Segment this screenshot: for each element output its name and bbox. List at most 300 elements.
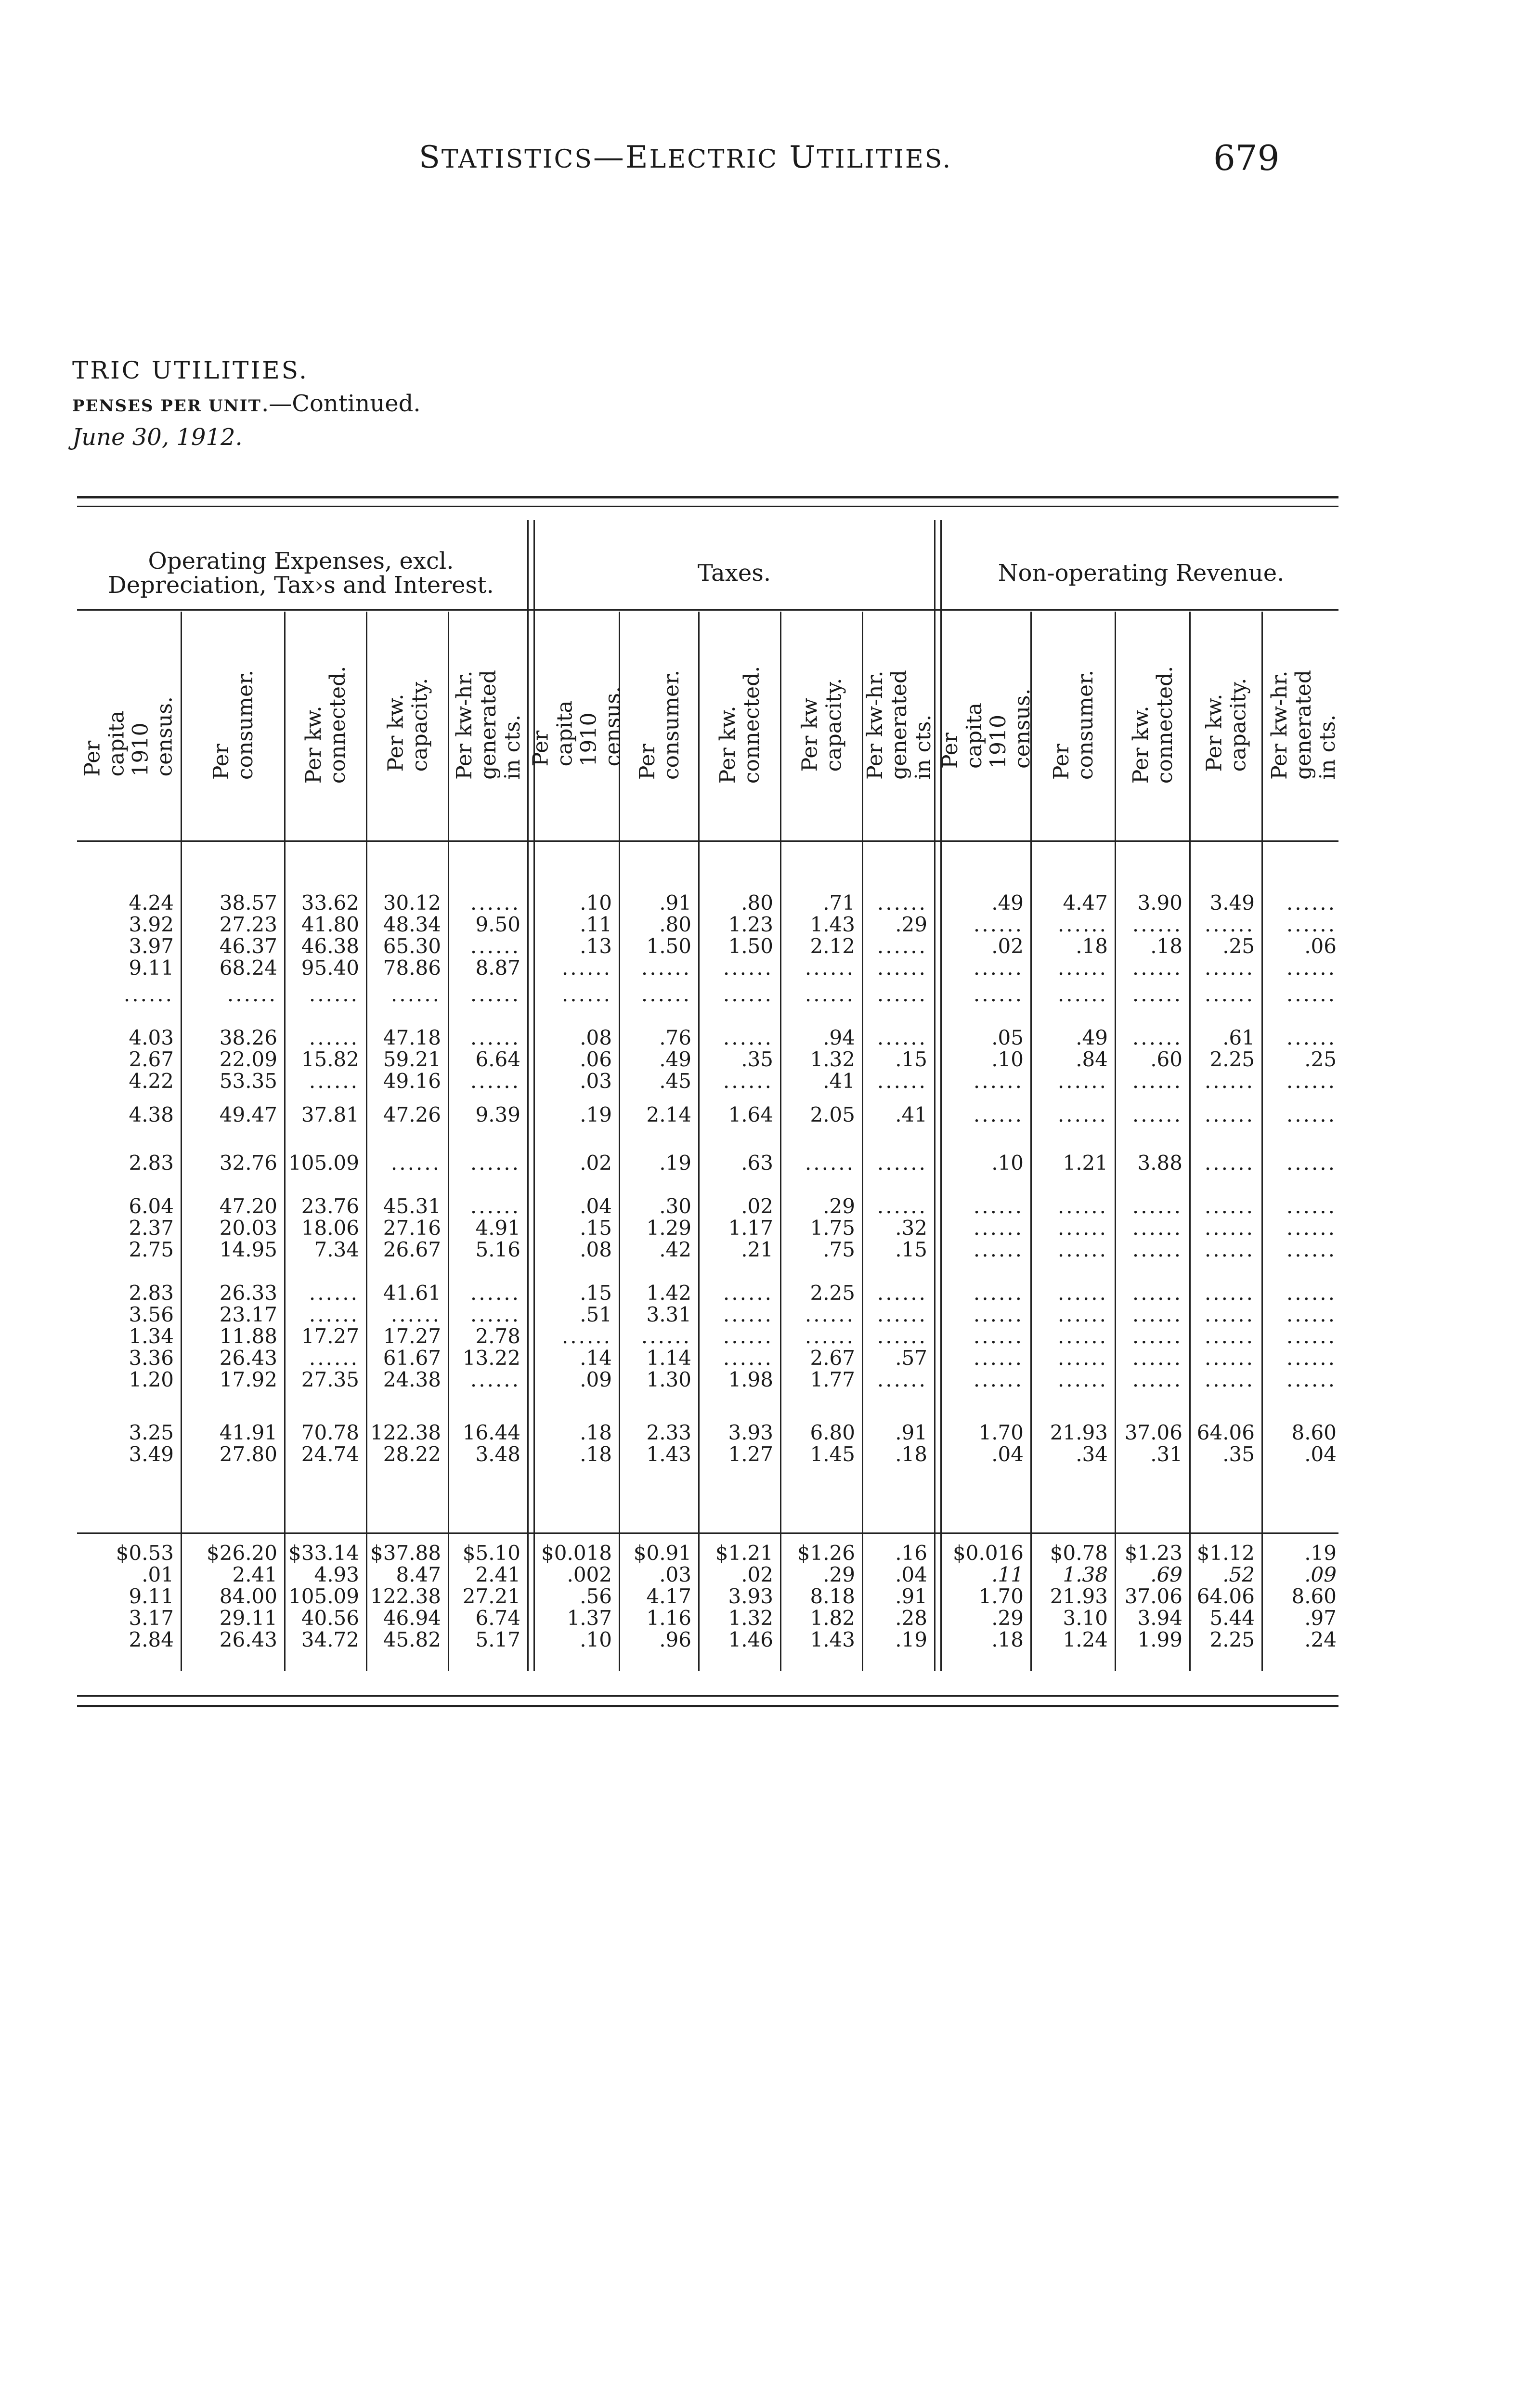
table-cell: ...... xyxy=(1204,1324,1255,1348)
table-cell: 3.93 xyxy=(728,1584,773,1608)
vline-3 xyxy=(366,612,367,1671)
table-cell: .02 xyxy=(580,1151,612,1175)
table-cell: $1.21 xyxy=(715,1541,773,1565)
table-cell: 47.18 xyxy=(383,1026,441,1049)
table-cell: .15 xyxy=(580,1281,612,1305)
table-cell: ...... xyxy=(1286,1324,1337,1348)
table-cell: ...... xyxy=(1057,1368,1108,1391)
table-cell: ...... xyxy=(1132,956,1182,980)
table-cell: .69 xyxy=(1150,1563,1182,1586)
table-cell: 2.25 xyxy=(1209,1628,1255,1651)
table-cell: ...... xyxy=(723,1324,773,1348)
table-cell: 45.82 xyxy=(383,1628,441,1651)
table-cell: 8.87 xyxy=(475,956,520,980)
header-bottom-rule xyxy=(77,840,1338,842)
table-cell: ...... xyxy=(877,1151,927,1175)
table-cell: ...... xyxy=(1132,1346,1182,1370)
table-cell: 40.56 xyxy=(301,1606,359,1630)
table-cell: ...... xyxy=(1132,1103,1182,1126)
table-cell: 105.09 xyxy=(288,1584,359,1608)
table-cell: 3.36 xyxy=(129,1346,174,1370)
page-number: 679 xyxy=(1213,138,1280,178)
table-cell: 6.80 xyxy=(810,1421,855,1444)
table-cell: 1.16 xyxy=(646,1606,691,1630)
caption-part: PENSES PER U xyxy=(72,396,224,416)
table-cell: ...... xyxy=(470,1281,520,1305)
table-cell: 9.39 xyxy=(475,1103,520,1126)
table-cell: .09 xyxy=(580,1368,612,1391)
table-cell: 22.09 xyxy=(219,1047,277,1071)
table-cell: 4.93 xyxy=(314,1563,359,1586)
caption-part: .—Continued. xyxy=(261,390,421,417)
table-cell: ...... xyxy=(1286,956,1337,980)
table-cell: .18 xyxy=(580,1442,612,1466)
column-header xyxy=(938,612,1035,838)
table-cell: .18 xyxy=(1076,934,1108,958)
table-cell: 37.81 xyxy=(301,1103,359,1126)
table-cell: ...... xyxy=(390,1303,441,1326)
table-cell: ...... xyxy=(723,1346,773,1370)
table-cell: ...... xyxy=(973,1368,1024,1391)
table-cell: 78.86 xyxy=(383,956,441,980)
title-part: LECTRIC xyxy=(649,145,779,174)
table-cell: ...... xyxy=(1057,1346,1108,1370)
table-cell: 5.17 xyxy=(475,1628,520,1651)
table-cell: 2.67 xyxy=(129,1047,174,1071)
table-cell: ...... xyxy=(723,982,773,1006)
table-cell: ...... xyxy=(1204,956,1255,980)
bottom-rule-2 xyxy=(77,1705,1338,1707)
table-cell: .91 xyxy=(895,1421,927,1444)
table-cell: ...... xyxy=(805,1324,855,1348)
table-cell: ...... xyxy=(641,956,691,980)
table-cell: 2.75 xyxy=(129,1238,174,1261)
table-cell: 4.38 xyxy=(129,1103,174,1126)
table-cell: 122.38 xyxy=(370,1421,441,1444)
table-cell: 37.06 xyxy=(1124,1584,1182,1608)
vline-8 xyxy=(780,612,781,1671)
table-cell: ...... xyxy=(805,1151,855,1175)
section-nonoperating-revenue: Non-operating Revenue. xyxy=(998,560,1285,587)
table-cell: ...... xyxy=(1132,1194,1182,1218)
table-cell: 3.25 xyxy=(129,1421,174,1444)
table-cell: ...... xyxy=(1286,1238,1337,1261)
table-cell: .63 xyxy=(741,1151,773,1175)
table-cell: 27.16 xyxy=(383,1216,441,1240)
table-cell: ...... xyxy=(1132,1281,1182,1305)
table-cell: ...... xyxy=(1057,1216,1108,1240)
table-caption-date: June 30, 1912. xyxy=(72,424,243,451)
table-cell: 26.43 xyxy=(219,1628,277,1651)
table-cell: ...... xyxy=(1286,1103,1337,1126)
table-cell: .11 xyxy=(991,1563,1024,1586)
column-header xyxy=(1033,612,1115,838)
table-cell: 2.78 xyxy=(475,1324,520,1348)
table-cell: ...... xyxy=(1132,982,1182,1006)
table-cell: .15 xyxy=(895,1047,927,1071)
table-cell: 30.12 xyxy=(383,891,441,915)
table-cell: ...... xyxy=(805,1303,855,1326)
table-cell: .04 xyxy=(1304,1442,1337,1466)
table-cell: 2.25 xyxy=(810,1281,855,1305)
table-cell: 1.43 xyxy=(646,1442,691,1466)
table-cell: 4.03 xyxy=(129,1026,174,1049)
title-part: S xyxy=(419,140,442,175)
table-cell: 4.24 xyxy=(129,891,174,915)
table-cell: 1.43 xyxy=(810,1628,855,1651)
table-cell: 1.77 xyxy=(810,1368,855,1391)
table-cell: 64.06 xyxy=(1196,1584,1255,1608)
table-cell: .16 xyxy=(895,1541,927,1565)
table-cell: ...... xyxy=(1057,1238,1108,1261)
table-cell: 49.47 xyxy=(219,1103,277,1126)
column-header xyxy=(1264,612,1343,838)
table-cell: .03 xyxy=(659,1563,691,1586)
table-cell: 46.94 xyxy=(383,1606,441,1630)
table-cell: ...... xyxy=(561,956,612,980)
table-cell: ...... xyxy=(1057,1103,1108,1126)
table-cell: 9.11 xyxy=(129,956,174,980)
table-cell: 2.12 xyxy=(810,934,855,958)
bottom-rule-1 xyxy=(77,1695,1338,1697)
table-cell: 53.35 xyxy=(219,1069,277,1093)
table-cell: ...... xyxy=(470,1303,520,1326)
table-cell: ...... xyxy=(973,1238,1024,1261)
table-cell: .94 xyxy=(823,1026,855,1049)
table-cell: 13.22 xyxy=(462,1346,520,1370)
table-cell: ...... xyxy=(973,1103,1024,1126)
table-cell: ...... xyxy=(470,1368,520,1391)
table-cell: ...... xyxy=(1204,1103,1255,1126)
column-header xyxy=(864,612,934,838)
table-cell: 26.33 xyxy=(219,1281,277,1305)
table-cell: ...... xyxy=(973,982,1024,1006)
table-cell: 1.17 xyxy=(728,1216,773,1240)
table-cell: ...... xyxy=(1132,1238,1182,1261)
table-cell: .06 xyxy=(1304,934,1337,958)
table-cell: 1.64 xyxy=(728,1103,773,1126)
table-cell: .49 xyxy=(659,1047,691,1071)
table-cell: ...... xyxy=(877,1281,927,1305)
table-cell: 16.44 xyxy=(462,1421,520,1444)
table-cell: 2.41 xyxy=(232,1563,277,1586)
table-cell: ...... xyxy=(1132,1069,1182,1093)
table-cell: ...... xyxy=(877,1069,927,1093)
table-cell: 11.88 xyxy=(219,1324,277,1348)
table-cell: .18 xyxy=(580,1421,612,1444)
table-cell: 18.06 xyxy=(301,1216,359,1240)
table-cell: 1.14 xyxy=(646,1346,691,1370)
table-cell: 1.43 xyxy=(810,913,855,936)
table-cell: 26.67 xyxy=(383,1238,441,1261)
table-cell: 64.06 xyxy=(1196,1421,1255,1444)
vline-4 xyxy=(448,612,449,1671)
table-cell: .91 xyxy=(895,1584,927,1608)
table-cell: 24.38 xyxy=(383,1368,441,1391)
table-cell: .76 xyxy=(659,1026,691,1049)
vline-7 xyxy=(698,612,700,1671)
title-part: TATISTICS xyxy=(441,145,593,174)
table-cell: 45.31 xyxy=(383,1194,441,1218)
table-cell: ...... xyxy=(1204,1216,1255,1240)
table-cell: 1.27 xyxy=(728,1442,773,1466)
vline-2 xyxy=(284,612,286,1671)
table-cell: .08 xyxy=(580,1238,612,1261)
table-cell: ...... xyxy=(877,1194,927,1218)
table-cell: ...... xyxy=(561,982,612,1006)
table-cell: 2.33 xyxy=(646,1421,691,1444)
table-cell: .24 xyxy=(1304,1628,1337,1651)
table-cell: .28 xyxy=(895,1606,927,1630)
table-cell: 2.84 xyxy=(129,1628,174,1651)
table-cell: ...... xyxy=(470,982,520,1006)
table-cell: ...... xyxy=(1286,1216,1337,1240)
table-cell: 37.06 xyxy=(1124,1421,1182,1444)
title-part: TILITIES. xyxy=(817,145,952,174)
table-cell: 1.45 xyxy=(810,1442,855,1466)
table-cell: 105.09 xyxy=(288,1151,359,1175)
table-cell: 17.92 xyxy=(219,1368,277,1391)
table-cell: ...... xyxy=(1132,1324,1182,1348)
table-cell: ...... xyxy=(470,1194,520,1218)
top-rule-1 xyxy=(77,496,1338,498)
table-cell: ...... xyxy=(1204,982,1255,1006)
column-header-label: Per kw-hr. generated in cts. xyxy=(1267,670,1340,780)
column-header xyxy=(621,612,698,838)
table-cell: 8.18 xyxy=(810,1584,855,1608)
table-cell: ...... xyxy=(1204,1194,1255,1218)
title-part: U xyxy=(778,140,817,175)
table-cell: ...... xyxy=(1132,1368,1182,1391)
table-cell: 1.29 xyxy=(646,1216,691,1240)
table-cell: 1.34 xyxy=(129,1324,174,1348)
table-cell: ...... xyxy=(1286,913,1337,936)
table-cell: .42 xyxy=(659,1238,691,1261)
table-cell: 2.14 xyxy=(646,1103,691,1126)
vline-11 xyxy=(1030,612,1032,1671)
table-cell: ...... xyxy=(973,1303,1024,1326)
table-cell: 1.32 xyxy=(728,1606,773,1630)
column-header xyxy=(286,612,366,838)
table-cell: ...... xyxy=(641,1324,691,1348)
table-cell: ...... xyxy=(1286,1151,1337,1175)
table-cell: 1.46 xyxy=(728,1628,773,1651)
table-cell: ...... xyxy=(470,934,520,958)
table-cell: 7.34 xyxy=(314,1238,359,1261)
table-cell: .29 xyxy=(823,1194,855,1218)
table-cell: ...... xyxy=(877,1368,927,1391)
table-cell: .10 xyxy=(580,1628,612,1651)
table-cell: ...... xyxy=(1286,982,1337,1006)
table-cell: 4.91 xyxy=(475,1216,520,1240)
table-cell: ...... xyxy=(1132,1216,1182,1240)
table-cell: 1.23 xyxy=(728,913,773,936)
table-cell: 41.61 xyxy=(383,1281,441,1305)
table-cell: 4.22 xyxy=(129,1069,174,1093)
table-cell: 1.21 xyxy=(1063,1151,1108,1175)
column-header xyxy=(701,612,780,838)
table-cell: 1.38 xyxy=(1063,1563,1108,1586)
table-cell: .03 xyxy=(580,1069,612,1093)
table-cell: 41.80 xyxy=(301,913,359,936)
table-cell: ...... xyxy=(1286,1194,1337,1218)
column-header xyxy=(528,612,625,838)
table-cell: .35 xyxy=(741,1047,773,1071)
table-cell: ...... xyxy=(973,1281,1024,1305)
table-cell: .02 xyxy=(991,934,1024,958)
table-cell: ...... xyxy=(1204,1346,1255,1370)
table-cell: ...... xyxy=(309,1346,359,1370)
table-cell: 29.11 xyxy=(219,1606,277,1630)
column-header xyxy=(782,612,862,838)
table-cell: ...... xyxy=(877,1303,927,1326)
table-cell: 2.83 xyxy=(129,1281,174,1305)
column-header xyxy=(1192,612,1261,838)
table-cell: 8.60 xyxy=(1291,1421,1337,1444)
table-cell: .49 xyxy=(991,891,1024,915)
table-cell: 2.25 xyxy=(1209,1047,1255,1071)
table-cell: ...... xyxy=(309,1281,359,1305)
table-cell: 23.76 xyxy=(301,1194,359,1218)
table-cell: $33.14 xyxy=(288,1541,359,1565)
table-cell: 17.27 xyxy=(383,1324,441,1348)
column-header-label: Per consumer. xyxy=(635,669,684,780)
table-cell: ...... xyxy=(1057,1194,1108,1218)
column-header-label: Per kw-hr. generated in cts. xyxy=(452,670,525,780)
table-cell: .04 xyxy=(895,1563,927,1586)
table-cell: .19 xyxy=(895,1628,927,1651)
table-cell: 59.21 xyxy=(383,1047,441,1071)
table-cell: $1.26 xyxy=(797,1541,855,1565)
table-cell: .25 xyxy=(1222,934,1255,958)
table-cell: 5.16 xyxy=(475,1238,520,1261)
table-cell: 26.43 xyxy=(219,1346,277,1370)
table-cell: .60 xyxy=(1150,1047,1182,1071)
table-cell: .04 xyxy=(991,1442,1024,1466)
table-cell: ...... xyxy=(723,1281,773,1305)
table-cell: $0.91 xyxy=(633,1541,691,1565)
section-operating-expenses: Operating Expenses, excl. Depreciation, Tax›s and Interest. xyxy=(108,548,494,599)
column-header-label: Per kw. capacity. xyxy=(383,678,432,772)
table-cell: ...... xyxy=(470,1026,520,1049)
table-cell: 3.49 xyxy=(129,1442,174,1466)
table-cell: 3.93 xyxy=(728,1421,773,1444)
table-cell: .96 xyxy=(659,1628,691,1651)
table-cell: 3.56 xyxy=(129,1303,174,1326)
table-cell: .002 xyxy=(567,1563,612,1586)
table-cell: ...... xyxy=(1204,1281,1255,1305)
table-cell: ...... xyxy=(1286,1026,1337,1049)
table-cell: ...... xyxy=(641,982,691,1006)
table-cell: ...... xyxy=(973,1194,1024,1218)
table-cell: ...... xyxy=(1057,982,1108,1006)
table-cell: 27.80 xyxy=(219,1442,277,1466)
table-cell: 8.60 xyxy=(1291,1584,1337,1608)
table-cell: ...... xyxy=(877,891,927,915)
table-cell: 6.74 xyxy=(475,1606,520,1630)
table-cell: 46.37 xyxy=(219,934,277,958)
table-cell: $26.20 xyxy=(207,1541,277,1565)
table-cell: .02 xyxy=(741,1194,773,1218)
table-cell: .01 xyxy=(142,1563,174,1586)
table-cell: 1.24 xyxy=(1063,1628,1108,1651)
table-caption-line2 xyxy=(72,390,421,417)
table-cell: .06 xyxy=(580,1047,612,1071)
table-cell: ...... xyxy=(723,1026,773,1049)
table-cell: 9.50 xyxy=(475,913,520,936)
table-cell: .09 xyxy=(1304,1563,1337,1586)
table-cell: 46.38 xyxy=(301,934,359,958)
table-cell: 15.82 xyxy=(301,1047,359,1071)
table-cell: 34.72 xyxy=(301,1628,359,1651)
table-cell: ...... xyxy=(470,1069,520,1093)
table-cell: ...... xyxy=(470,891,520,915)
table-cell: .25 xyxy=(1304,1047,1337,1071)
table-cell: .19 xyxy=(1304,1541,1337,1565)
table-cell: ...... xyxy=(1132,913,1182,936)
table-cell: 2.37 xyxy=(129,1216,174,1240)
column-header xyxy=(1117,612,1189,838)
table-cell: ...... xyxy=(1286,1303,1337,1326)
table-cell: ...... xyxy=(1057,1324,1108,1348)
table-cell: .15 xyxy=(580,1216,612,1240)
column-header xyxy=(183,612,284,838)
table-cell: ...... xyxy=(1204,1368,1255,1391)
table-cell: .41 xyxy=(823,1069,855,1093)
table-cell: .97 xyxy=(1304,1606,1337,1630)
table-cell: .18 xyxy=(991,1628,1024,1651)
table-cell: $5.10 xyxy=(462,1541,520,1565)
table-cell: ...... xyxy=(1204,1303,1255,1326)
table-cell: 41.91 xyxy=(219,1421,277,1444)
table-cell: 65.30 xyxy=(383,934,441,958)
table-cell: .52 xyxy=(1222,1563,1255,1586)
table-cell: 3.88 xyxy=(1137,1151,1182,1175)
table-cell: .10 xyxy=(991,1047,1024,1071)
table-cell: ...... xyxy=(723,1069,773,1093)
table-cell: 70.78 xyxy=(301,1421,359,1444)
column-header xyxy=(77,612,181,838)
table-cell: $0.53 xyxy=(116,1541,174,1565)
table-cell: 21.93 xyxy=(1050,1584,1108,1608)
table-cell: 28.22 xyxy=(383,1442,441,1466)
table-cell: ...... xyxy=(1286,1069,1337,1093)
column-header-label: Per consumer. xyxy=(209,669,258,780)
table-cell: .34 xyxy=(1076,1442,1108,1466)
table-cell: .30 xyxy=(659,1194,691,1218)
table-cell: 3.97 xyxy=(129,934,174,958)
table-cell: ...... xyxy=(1204,1069,1255,1093)
table-cell: ...... xyxy=(1286,1346,1337,1370)
table-cell: 95.40 xyxy=(301,956,359,980)
table-cell: .10 xyxy=(580,891,612,915)
table-cell: .13 xyxy=(580,934,612,958)
table-cell: .61 xyxy=(1222,1026,1255,1049)
page-header-title xyxy=(419,140,952,175)
table-cell: .71 xyxy=(823,891,855,915)
column-header-label: Per kw. capacity. xyxy=(1202,678,1251,772)
vline-1 xyxy=(181,612,182,1671)
table-cell: ...... xyxy=(1132,1303,1182,1326)
table-cell: .04 xyxy=(580,1194,612,1218)
table-cell: .35 xyxy=(1222,1442,1255,1466)
table-cell: 1.50 xyxy=(728,934,773,958)
table-cell: 2.05 xyxy=(810,1103,855,1126)
table-cell: $1.23 xyxy=(1124,1541,1182,1565)
table-cell: ...... xyxy=(470,1151,520,1175)
table-cell: .41 xyxy=(895,1103,927,1126)
table-cell: ...... xyxy=(1204,913,1255,936)
